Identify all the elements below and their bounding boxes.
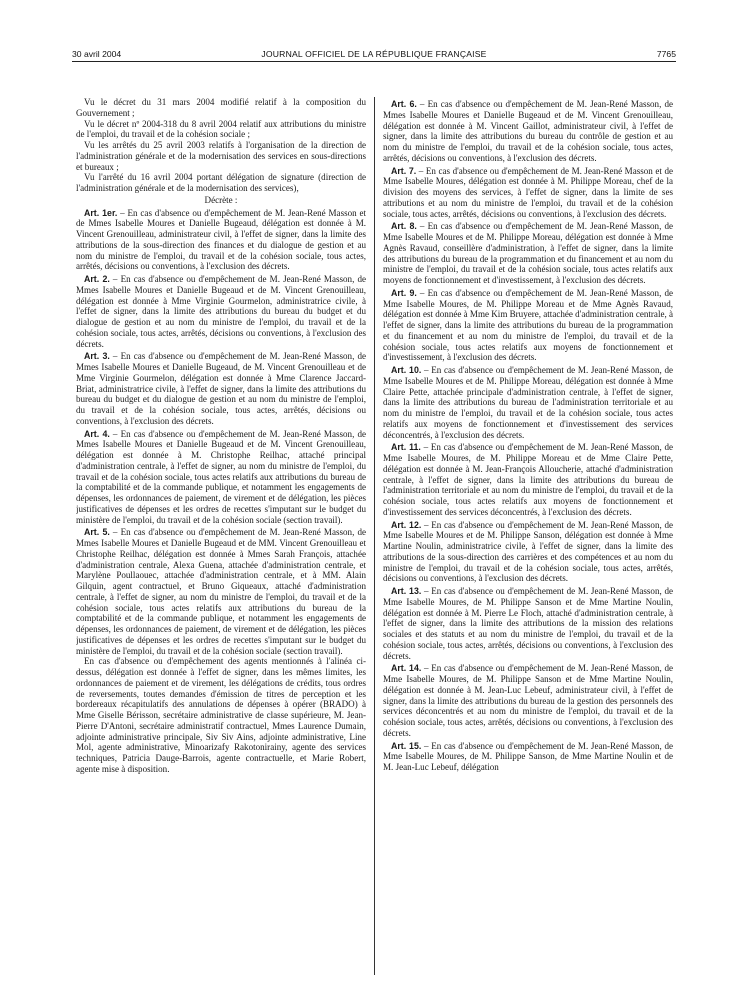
right-column bbox=[383, 97, 673, 977]
article: Art. 2. – En cas d'absence ou d'empêchement de M. Jean-René Masson, de Mmes Isabelle Moures et Danielle Bugeaud et de M. Vincent Grenouilleau, délégation est donnée à Mme Virginie Gourmelon, administratrice civile, à l'effet de signer, dans la limite des attributions du bureau du budget et du dialogue de gestion et au nom du ministre de l'emploi, du travail et de la cohésion sociale, tous actes, arrêtés, décisions ou conventions, à l'exclusion des décrets. bbox=[76, 274, 366, 349]
article: Art. 3. – En cas d'absence ou d'empêchement de M. Jean-René Masson, de Mmes Isabelle Moures et Danielle Bugeaud, de M. Vincent Grenouilleau et de Mme Virginie Gourmelon, délégation est donnée à Mme Clarence Jaccard-Briat, administratrice civile, à l'effet de signer, dans la limite des attributions du bureau du budget et du dialogue de gestion et au nom du ministre de l'emploi, du travail et de la cohésion sociale, tous actes, arrêtés, décisions ou conventions, à l'exclusion des décrets. bbox=[76, 351, 366, 426]
article: Art. 5. – En cas d'absence ou d'empêchement de M. Jean-René Masson, de Mmes Isabelle Moures et Danielle Bugeaud et de MM. Vincent Grenouilleau et Christophe Reilhac, délégation est donnée à Mmes Sarah François, attachée d'administration centrale, Alexa Guena, attachée d'administration centrale, et Marylène Poullaouec, attachée d'administration centrale, et à MM. Alain Gilquin, agent contractuel, et Bruno Giqueaux, attaché d'administration centrale, à l'effet de signer, au nom du ministre de l'emploi, du travail et de la cohésion sociale, tous actes relatifs aux attributions du bureau de la comptabilité et de la commande publique, et notamment les engagements de dépenses, les ordonnances de paiement, de virement et de délégation, les pièces justificatives de dépenses et les ordres de recettes s'imputant sur le budget du ministère de l'emploi, du travail et de la cohésion sociale (section travail). bbox=[76, 527, 366, 656]
journal-title: JOURNAL OFFICIEL DE LA RÉPUBLIQUE FRANÇAISE bbox=[261, 49, 487, 59]
article-text: En cas d'absence ou d'empêchement de M. Jean-René Masson, de Mme Isabelle Moures, de M. Philippe Moreau et de Mme Agnès Ravaud, délégation est donnée à Mme Kim Bruyere, attachée d'administration centrale, à l'effet de signer, dans la limite des attributions du bureau de la programmation et du financement et au nom du ministre de l'emploi, du travail et de la cohésion sociale, tous actes relatifs aux moyens de fonctionnement et d'investissement, à l'exclusion des décrets. bbox=[383, 287, 673, 363]
article-text: En cas d'absence ou d'empêchement de M. Jean-René Masson, de Mme Isabelle Moures, de M. Philippe Moreau et de Mme Claire Pette, délégation est donnée à M. Jean-François Alloucherie, attaché d'administration centrale, à l'effet de signer, dans la limite des attributions du bureau de l'administration territoriale et au nom du ministre de l'emploi, du travail et de la cohésion sociale, tous actes relatifs aux moyens de fonctionnement et d'investissement des services déconcentrés, à l'exclusion des décrets. bbox=[383, 442, 673, 517]
article-label: Art. 8. bbox=[391, 221, 417, 232]
article: Art. 8. – En cas d'absence ou d'empêchement de M. Jean-René Masson, de Mme Isabelle Moures et de M. Philippe Moreau, délégation est donnée à Mme Agnès Ravaud, conseillère d'administration, à l'effet de signer, dans la limite des attributions du bureau de la programmation et du financement et au nom du ministre de l'emploi, du travail et de la cohésion sociale, tous actes relatifs aux moyens de fonctionnement et d'investissement, à l'exclusion des décrets. bbox=[383, 221, 673, 285]
article-text: En cas d'absence ou d'empêchement de M. Jean-René Masson, de Mme Isabelle Moures et de M. Philippe Moreau, délégation est donnée à Mme Claire Pette, attachée principale d'administration centrale, à l'effet de signer, dans la limite des attributions du bureau de l'administration territoriale et au nom du ministre de l'emploi, du travail et de la cohésion sociale, tous actes relatifs aux moyens de fonctionnement et d'investissement des services déconcentrés, à l'exclusion des décrets. bbox=[383, 365, 673, 440]
article-label: Art. 4. bbox=[84, 428, 110, 439]
article-text: En cas d'absence ou d'empêchement de M. Jean-René Masson, de Mmes Isabelle Moures et Danielle Bugeaud et de M. Vincent Grenouilleau, délégation est donnée à Mme Virginie Gourmelon, administratrice civile, à l'effet de signer, dans la limite des attributions du bureau du budget et du dialogue de gestion et au nom du ministre de l'emploi, du travail et de la cohésion sociale, tous actes, arrêtés, décisions ou conventions, à l'exclusion des décrets. bbox=[76, 274, 366, 349]
article-text: En cas d'absence ou d'empêchement de M. Jean-René Masson, de Mmes Isabelle Moures et Danielle Bugeaud, de M. Vincent Grenouilleau et de Mme Virginie Gourmelon, délégation est donnée à Mme Clarence Jaccard-Briat, administratrice civile, à l'effet de signer, dans la limite des attributions du bureau du budget et du dialogue de gestion et au nom du ministre de l'emploi, du travail et de la cohésion sociale, tous actes, arrêtés, décisions ou conventions, à l'exclusion des décrets. bbox=[76, 351, 366, 426]
article: Art. 14. – En cas d'absence ou d'empêchement de M. Jean-René Masson, de Mme Isabelle Moures, de M. Philippe Sanson et de Mme Martine Noulin, délégation est donnée à M. Jean-Luc Lebeuf, administrateur civil, à l'effet de signer, dans la limite des attributions du bureau de la gestion des personnels des services déconcentrés et au nom du ministre de l'emploi, du travail et de la cohésion sociale, tous actes, arrêtés, décisions ou conventions, à l'exclusion des décrets. bbox=[383, 663, 673, 738]
article-label: Art. 7. bbox=[391, 165, 417, 176]
column-divider bbox=[374, 97, 375, 975]
issue-date: 30 avril 2004 bbox=[72, 49, 122, 59]
article-text: En cas d'absence ou d'empêchement de M. Jean-René Masson, de Mmes Isabelle Moures et Danielle Bugeaud et de M. Vincent Grenouilleau, délégation est donnée à M. Christophe Reilhac, attaché principal d'administration centrale, à l'effet de signer, au nom du ministre de l'emploi, du travail et de la cohésion sociale, tous actes relatifs aux attributions du bureau de la comptabilité et de la commande publique, et notamment les engagements de dépenses, les ordonnances de paiement, de virement et de délégation, les pièces justificatives de dépenses et les ordres de recettes s'imputant sur le budget du ministère de l'emploi, du travail et de la cohésion sociale (section travail). bbox=[76, 428, 366, 525]
article: Art. 12. – En cas d'absence ou d'empêchement de M. Jean-René Masson, de Mme Isabelle Moures et de M. Philippe Sanson, délégation est donnée à Mme Martine Noulin, administratrice civile, à l'effet de signer, dans la limite des attributions de la sous-direction des carrières et des compétences et au nom du ministre de l'emploi, du travail et de la cohésion sociale, tous actes, arrêtés, décisions ou conventions, à l'exclusion des décrets. bbox=[383, 519, 673, 584]
left-column bbox=[76, 97, 366, 977]
article-label: Art. 1er. bbox=[84, 207, 118, 218]
article-text: En cas d'absence ou d'empêchement de M. Jean-René Masson, de Mme Isabelle Moures, de M. Philippe Sanson et de Mme Martine Noulin, délégation est donnée à M. Pierre Le Floch, attaché d'administration centrale, à l'effet de signer, dans la limite des attributions de la mission des relations sociales et des statuts et au nom du ministre de l'emploi, du travail et de la cohésion sociale, tous actes, arrêtés, décisions ou conventions, à l'exclusion des décrets. bbox=[383, 586, 673, 661]
article-text: En cas d'absence ou d'empêchement de M. Jean-René Masson, de Mme Isabelle Moures et de M. Philippe Moreau, délégation est donnée à Mme Agnès Ravaud, conseillère d'administration, à l'effet de signer, dans la limite des attributions du bureau de la programmation et du financement et au nom du ministre de l'emploi, du travail et de la cohésion sociale, tous actes relatifs aux moyens de fonctionnement et d'investissement, à l'exclusion des décrets. bbox=[383, 221, 673, 285]
article-label: Art. 11. bbox=[391, 442, 421, 453]
article-text: En cas d'absence ou d'empêchement de M. Jean-René Masson et de Mme Isabelle Moures, délégation est donnée à M. Philippe Moreau, chef de la division des moyens des services, à l'effet de signer, dans la limite de ses attributions et au nom du ministre de l'emploi, du travail et de la cohésion sociale, tous actes, arrêtés, décisions ou conventions, à l'exclusion des décrets. bbox=[383, 165, 673, 219]
article-text: En cas d'absence ou d'empêchement de M. Jean-René Masson, de Mme Isabelle Moures, de M. Philippe Sanson, de Mme Martine Noulin et de M. Jean-Luc Lebeuf, délégation bbox=[383, 740, 673, 772]
article-label: Art. 15. bbox=[391, 740, 422, 751]
article-label: Art. 6. bbox=[391, 99, 417, 109]
article-label: Art. 5. bbox=[84, 527, 110, 538]
article: Art. 15. – En cas d'absence ou d'empêchement de M. Jean-René Masson, de Mme Isabelle Moures, de M. Philippe Sanson, de Mme Martine Noulin et de M. Jean-Luc Lebeuf, délégation bbox=[383, 740, 673, 772]
article: Art. 9. – En cas d'absence ou d'empêchement de M. Jean-René Masson, de Mme Isabelle Moures, de M. Philippe Moreau et de Mme Agnès Ravaud, délégation est donnée à Mme Kim Bruyere, attachée d'administration centrale, à l'effet de signer, dans la limite des attributions du bureau de la programmation et du financement et au nom du ministre de l'emploi, du travail et de la cohésion sociale, tous actes relatifs aux moyens de fonctionnement et d'investissement, à l'exclusion des décrets. bbox=[383, 287, 673, 363]
article: Art. 13. – En cas d'absence ou d'empêchement de M. Jean-René Masson, de Mme Isabelle Moures, de M. Philippe Sanson et de Mme Martine Noulin, délégation est donnée à M. Pierre Le Floch, attaché d'administration centrale, à l'effet de signer, dans la limite des attributions de la mission des relations sociales et des statuts et au nom du ministre de l'emploi, du travail et de la cohésion sociale, tous actes, arrêtés, décisions ou conventions, à l'exclusion des décrets. bbox=[383, 586, 673, 661]
article-text: En cas d'absence ou d'empêchement de M. Jean-René Masson, de Mme Isabelle Moures et de M. Philippe Sanson, délégation est donnée à Mme Martine Noulin, administratrice civile, à l'effet de signer, dans la limite des attributions de la sous-direction des carrières et des compétences et au nom du ministre de l'emploi, du travail et de la cohésion sociale, tous actes, arrêtés, décisions ou conventions, à l'exclusion des décrets. bbox=[383, 519, 673, 584]
article: Art. 10. – En cas d'absence ou d'empêchement de M. Jean-René Masson, de Mme Isabelle Moures et de M. Philippe Moreau, délégation est donnée à Mme Claire Pette, attachée principale d'administration centrale, à l'effet de signer, dans la limite des attributions du bureau de l'administration territoriale et au nom du ministre de l'emploi, du travail et de la cohésion sociale, tous actes relatifs aux moyens de fonctionnement et d'investissement des services déconcentrés, à l'exclusion des décrets. bbox=[383, 365, 673, 440]
header-rule bbox=[72, 61, 676, 62]
article-text: En cas d'absence ou d'empêchement de M. Jean-René Masson, de Mmes Isabelle Moures et Danielle Bugeaud et de M. Vincent Grenouilleau, délégation est donnée à M. Vincent Gaillot, administrateur civil, à l'effet de signer, dans la limite des attributions du bureau du contrôle de gestion et au nom du ministre de l'emploi, du travail et de la cohésion sociale, tous actes, arrêtés, décisions ou conventions, à l'exclusion des décrets. bbox=[383, 99, 673, 163]
article-label: Art. 13. bbox=[391, 586, 422, 596]
preamble-paragraph: Vu le décret du 31 mars 2004 modifié relatif à la composition du Gouvernement ; bbox=[76, 97, 366, 118]
decrete-heading: Décrète : bbox=[204, 194, 238, 205]
article: Art. 1er. – En cas d'absence ou d'empêchement de M. Jean-René Masson et de Mmes Isabelle Moures et Danielle Bugeaud, délégation est donnée à M. Vincent Grenouilleau, administrateur civil, à l'effet de signer, dans la limite des attributions de la sous-direction des finances et du dialogue de gestion et au nom du ministre de l'emploi, du travail et de la cohésion sociale, tous actes, arrêtés, décisions ou conventions, à l'exclusion des décrets. bbox=[76, 207, 366, 272]
page-number: 7765 bbox=[656, 49, 676, 59]
preamble-paragraph: Vu l'arrêté du 16 avril 2004 portant délégation de signature (direction de l'administration générale et de la modernisation des services), bbox=[76, 172, 366, 193]
article: Art. 4. – En cas d'absence ou d'empêchement de M. Jean-René Masson, de Mmes Isabelle Moures et Danielle Bugeaud et de M. Vincent Grenouilleau, délégation est donnée à M. Christophe Reilhac, attaché principal d'administration centrale, à l'effet de signer, au nom du ministre de l'emploi, du travail et de la cohésion sociale, tous actes relatifs aux attributions du bureau de la comptabilité et de la commande publique, et notamment les engagements de dépenses, les ordonnances de paiement, de virement et de délégation, les pièces justificatives de dépenses et les ordres de recettes s'imputant sur le budget du ministère de l'emploi, du travail et de la cohésion sociale (section travail). bbox=[76, 428, 366, 525]
article-text: En cas d'absence ou d'empêchement de M. Jean-René Masson, de Mme Isabelle Moures, de M. Philippe Sanson et de Mme Martine Noulin, délégation est donnée à M. Jean-Luc Lebeuf, administrateur civil, à l'effet de signer, dans la limite des attributions du bureau de la gestion des personnels des services déconcentrés et au nom du ministre de l'emploi, du travail et de la cohésion sociale, tous actes, arrêtés, décisions ou conventions, à l'exclusion des décrets. bbox=[383, 663, 673, 738]
article-label: Art. 14. bbox=[391, 663, 422, 674]
article-label: Art. 2. bbox=[84, 274, 110, 284]
article-label: Art. 9. bbox=[391, 287, 417, 298]
preamble-paragraph: Vu les arrêtés du 25 avril 2003 relatifs à l'organisation de la direction de l'administration générale et de la modernisation des services en sous-directions et bureaux ; bbox=[76, 140, 366, 172]
article: Art. 11. – En cas d'absence ou d'empêchement de M. Jean-René Masson, de Mme Isabelle Moures, de M. Philippe Moreau et de Mme Claire Pette, délégation est donnée à M. Jean-François Alloucherie, attaché d'administration centrale, à l'effet de signer, dans la limite des attributions du bureau de l'administration territoriale et au nom du ministre de l'emploi, du travail et de la cohésion sociale, tous actes relatifs aux moyens de fonctionnement et d'investissement des services déconcentrés, à l'exclusion des décrets. bbox=[383, 442, 673, 517]
article-label: Art. 10. bbox=[391, 365, 422, 375]
preamble-paragraph: Vu le décret nº 2004-318 du 8 avril 2004 relatif aux attributions du ministre de l'emploi, du travail et de la cohésion sociale ; bbox=[76, 118, 366, 140]
article: Art. 6. – En cas d'absence ou d'empêchement de M. Jean-René Masson, de Mmes Isabelle Moures et Danielle Bugeaud et de M. Vincent Grenouilleau, délégation est donnée à M. Vincent Gaillot, administrateur civil, à l'effet de signer, dans la limite des attributions du bureau du contrôle de gestion et au nom du ministre de l'emploi, du travail et de la cohésion sociale, tous actes, arrêtés, décisions ou conventions, à l'exclusion des décrets. bbox=[383, 99, 673, 163]
page-header bbox=[72, 46, 676, 62]
article: Art. 7. – En cas d'absence ou d'empêchement de M. Jean-René Masson et de Mme Isabelle Moures, délégation est donnée à M. Philippe Moreau, chef de la division des moyens des services, à l'effet de signer, dans la limite de ses attributions et au nom du ministre de l'emploi, du travail et de la cohésion sociale, tous actes, arrêtés, décisions ou conventions, à l'exclusion des décrets. bbox=[383, 165, 673, 219]
closing-paragraph: En cas d'absence ou d'empêchement des agents mentionnés à l'alinéa ci-dessus, délégation est donnée à l'effet de signer, dans les mêmes limites, les ordonnances de paiement et de virement, les délégations de crédits, tous ordres de reversements, toutes demandes d'émission de titres de perception et les bordereaux récapitulatifs des annulations de dépenses à opérer (BRADO) à Mme Giselle Bérisson, secrétaire administrative de classe supérieure, M. Jean-Pierre D'Antoni, secrétaire administratif contractuel, Mmes Laurence Dumain, adjointe administrative principale, Siv Siv Ains, adjointe administrative, Line Mol, agente administrative, Minoarizafy Rakotonirainy, agente des services techniques, Patricia Dauge-Barrois, agente contractuelle, et Marie Robert, agente mise à disposition. bbox=[76, 656, 366, 774]
article-label: Art. 3. bbox=[84, 351, 110, 362]
article-label: Art. 12. bbox=[391, 519, 422, 530]
article-text: En cas d'absence ou d'empêchement de M. Jean-René Masson, de Mmes Isabelle Moures et Danielle Bugeaud et de MM. Vincent Grenouilleau et Christophe Reilhac, délégation est donnée à Mmes Sarah François, attachée d'administration centrale, Alexa Guena, attachée d'administration centrale, et Marylène Poullaouec, attachée d'administration centrale, et à MM. Alain Gilquin, agent contractuel, et Bruno Giqueaux, attaché d'administration centrale, à l'effet de signer, au nom du ministre de l'emploi, du travail et de la cohésion sociale, tous actes relatifs aux attributions du bureau de la comptabilité et de la commande publique, et notamment les engagements de dépenses, les ordonnances de paiement, de virement et de délégation, les pièces justificatives de dépenses et les ordres de recettes s'imputant sur le budget du ministère de l'emploi, du travail et de la cohésion sociale (section travail). bbox=[76, 527, 366, 656]
article-text: En cas d'absence ou d'empêchement de M. Jean-René Masson et de Mmes Isabelle Moures et Danielle Bugeaud, délégation est donnée à M. Vincent Grenouilleau, administrateur civil, à l'effet de signer, dans la limite des attributions de la sous-direction des finances et du dialogue de gestion et au nom du ministre de l'emploi, du travail et de la cohésion sociale, tous actes, arrêtés, décisions ou conventions, à l'exclusion des décrets. bbox=[76, 207, 366, 272]
